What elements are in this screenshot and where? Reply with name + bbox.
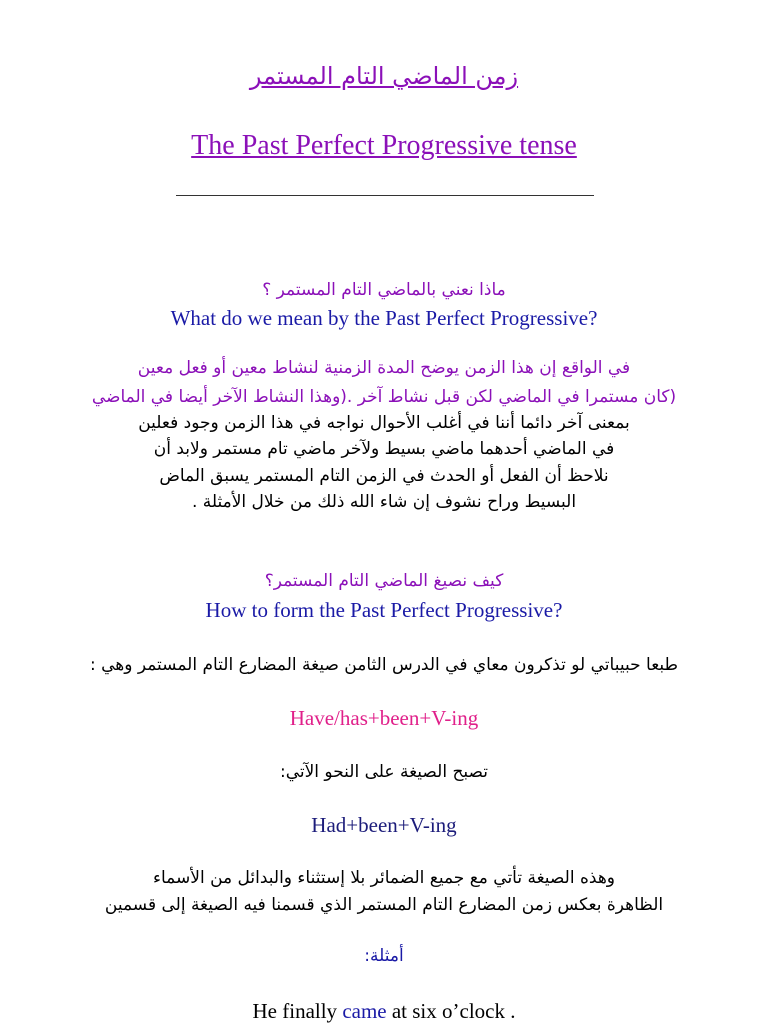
question-form-english: How to form the Past Perfect Progressive? — [205, 598, 563, 622]
meaning-paragraph-line: في الواقع إن هذا الزمن يوضح المدة الزمنية لنشاط معين أو فعل معين — [137, 358, 631, 378]
question-form-arabic: كيف نصيغ الماضي التام المستمر؟ — [264, 571, 504, 591]
formula-past-perfect-progressive: Had+been+V-ing — [311, 813, 457, 837]
meaning-paragraph-line: في الماضي أحدهما ماضي بسيط ولآخر ماضي تام مستمر ولابد أن — [153, 439, 615, 459]
example-sentence — [0, 999, 768, 1024]
formula-present-perfect-progressive: Have/has+been+V-ing — [289, 706, 479, 730]
meaning-paragraph-line: (كان مستمرا في الماضي لكن قبل نشاط آخر .(وهذا النشاط الآخر أيضا في الماضي — [91, 387, 677, 407]
title-english: The Past Perfect Progressive tense — [191, 130, 577, 161]
meaning-paragraph-line: بمعنى آخر دائما أننا في أغلب الأحوال نواجه في هذا الزمن وجود فعلين — [138, 413, 630, 433]
intro-arabic: طبعا حبيباتي لو تذكرون معاي في الدرس الثامن صيغة المضارع التام المستمر وهي : — [89, 655, 679, 675]
title-arabic: زمن الماضي التام المستمر — [249, 62, 519, 90]
note-paragraph-line: وهذه الصيغة تأتي مع جميع الضمائر بلا إستثناء والبدائل من الأسماء — [153, 868, 615, 888]
question-meaning-arabic: ماذا نعني بالماضي التام المستمر ؟ — [262, 280, 506, 300]
meaning-paragraph-line: البسيط وراح نشوف إن شاء الله ذلك من خلال الأمثلة . — [191, 492, 577, 512]
becomes-arabic: تصبح الصيغة على النحو الآتي: — [279, 762, 489, 782]
example-after: at six o’clock . — [386, 999, 516, 1023]
example-before: He finally — [252, 999, 343, 1023]
divider — [176, 195, 594, 196]
example-verb: came — [342, 999, 387, 1023]
meaning-paragraph-line: نلاحظ أن الفعل أو الحدث في الزمن التام المستمر يسبق الماض — [159, 466, 609, 486]
question-meaning-english: What do we mean by the Past Perfect Progressive? — [170, 306, 598, 330]
examples-label: أمثلة: — [364, 946, 404, 966]
note-paragraph-line: الظاهرة بعكس زمن المضارع التام المستمر الذي قسمنا فيه الصيغة إلى قسمين — [104, 895, 664, 915]
